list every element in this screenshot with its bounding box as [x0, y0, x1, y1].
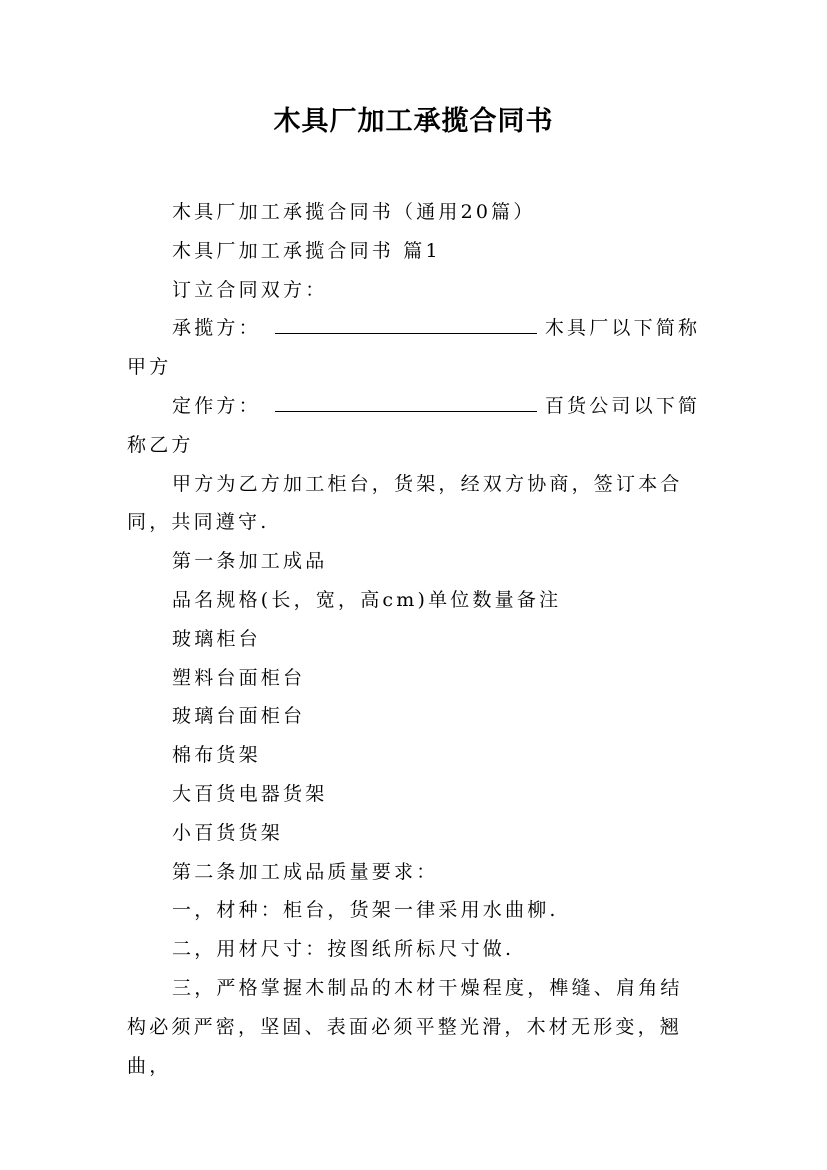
- paragraph-item-header: 品名规格(长，宽，高cm)单位数量备注: [172, 588, 562, 611]
- paragraph-heading-all: 木具厂加工承揽合同书（通用20篇）: [172, 201, 536, 223]
- paragraph-item-glass-counter: 玻璃柜台: [172, 627, 261, 650]
- paragraph-item-glass-top-counter: 玻璃台面柜台: [172, 705, 306, 728]
- paragraph-item-cloth-shelf: 棉布货架: [172, 744, 261, 767]
- contractor-blank-line: [275, 315, 537, 334]
- customer-text: 百货公司以下简称乙方: [127, 394, 701, 456]
- customer-label: 定作方：: [172, 394, 261, 417]
- paragraph-contractor: [127, 309, 703, 387]
- paragraph-customer: [127, 387, 703, 465]
- document-title: 木具厂加工承揽合同书: [273, 106, 554, 137]
- paragraph-item-appliance-shelf: 大百货电器货架: [172, 782, 328, 805]
- paragraph-agreement: 甲方为乙方加工柜台，货架，经双方协商，签订本合同，共同遵守.: [127, 472, 683, 534]
- contractor-text: 木具厂以下简称甲方: [127, 317, 701, 379]
- paragraph-article-1: 第一条加工成品: [172, 550, 328, 573]
- paragraph-article-2: 第二条加工成品质量要求：: [172, 860, 439, 883]
- paragraph-requirement-2: 二，用材尺寸：按图纸所标尺寸做.: [172, 938, 515, 961]
- customer-blank-line: [275, 393, 537, 412]
- paragraph-parties: 订立合同双方：: [172, 278, 328, 301]
- contractor-label: 承揽方：: [172, 317, 261, 340]
- paragraph-requirement-3: 三，严格掌握木制品的木材干燥程度，榫缝、肩角结构必须严密，坚固、表面必须平整光滑，木材无形变，翘曲，: [127, 976, 683, 1077]
- paragraph-item-small-goods-shelf: 小百货货架: [172, 821, 284, 844]
- paragraph-item-plastic-counter: 塑料台面柜台: [172, 666, 306, 689]
- document-body: [127, 193, 703, 1085]
- paragraph-heading-part1: 木具厂加工承揽合同书 篇1: [172, 239, 441, 262]
- paragraph-requirement-1: 一，材种：柜台，货架一律采用水曲柳.: [172, 899, 559, 922]
